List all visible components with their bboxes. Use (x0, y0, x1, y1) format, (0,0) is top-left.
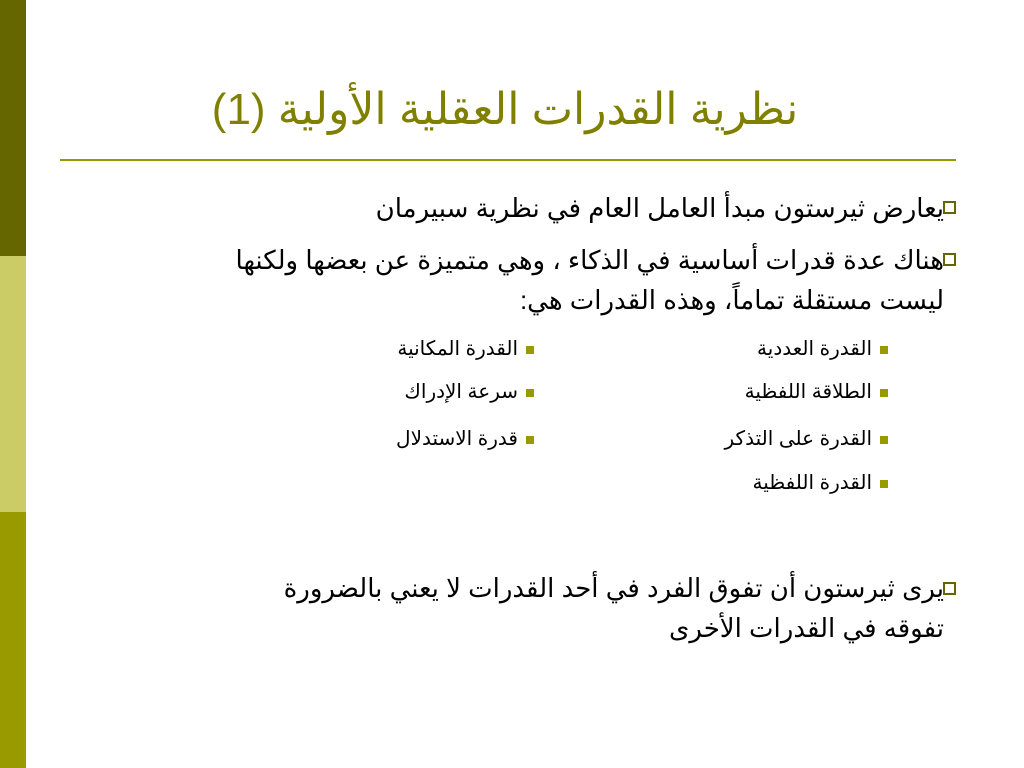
bullet-2-line-2: ليست مستقلة تماماً، وهذه القدرات هي: (519, 285, 944, 315)
slide-title: نظرية القدرات العقلية الأولية (1) (211, 85, 799, 134)
sidebar-decoration (0, 0, 26, 768)
ability-label: الطلاقة اللفظية (744, 381, 872, 403)
ability-label: القدرة على التذكر (724, 428, 872, 450)
ability-label: القدرة اللفظية (752, 472, 872, 494)
square-bullet-icon (880, 346, 888, 354)
ability-item (396, 424, 534, 454)
bullet-3 (84, 568, 944, 648)
ability-label: القدرة المكانية (397, 338, 518, 360)
square-bullet-icon (526, 346, 534, 354)
bullet-3-line-2: تفوقه في القدرات الأخرى (669, 613, 944, 643)
ability-label: القدرة العددية (757, 338, 872, 360)
ability-item (725, 424, 888, 454)
bullet-1-text: يعارض ثيرستون مبدأ العامل العام في نظرية سبيرمان (375, 193, 944, 223)
title-divider (60, 159, 956, 161)
bullet-box-icon (943, 582, 956, 595)
bullet-box-icon (943, 253, 956, 266)
square-bullet-icon (880, 436, 888, 444)
ability-item (757, 334, 888, 364)
bullet-1 (376, 188, 944, 228)
square-bullet-icon (526, 436, 534, 444)
bullet-box-icon (943, 201, 956, 214)
ability-item (745, 377, 888, 407)
ability-item (404, 377, 534, 407)
sidebar-segment-middle (0, 256, 26, 512)
ability-item (752, 468, 888, 498)
ability-label: قدرة الاستدلال (396, 428, 518, 450)
sidebar-segment-bottom (0, 512, 26, 768)
bullet-3-line-1: يرى ثيرستون أن تفوق الفرد في أحد القدرات لا يعني بالضرورة (283, 573, 944, 603)
sidebar-segment-top (0, 0, 26, 256)
bullet-2 (84, 240, 944, 320)
ability-item (397, 334, 534, 364)
square-bullet-icon (880, 480, 888, 488)
ability-label: سرعة الإدراك (404, 381, 518, 403)
square-bullet-icon (526, 389, 534, 397)
square-bullet-icon (880, 389, 888, 397)
bullet-2-line-1: هناك عدة قدرات أساسية في الذكاء ، وهي متميزة عن بعضها ولكنها (235, 245, 944, 275)
